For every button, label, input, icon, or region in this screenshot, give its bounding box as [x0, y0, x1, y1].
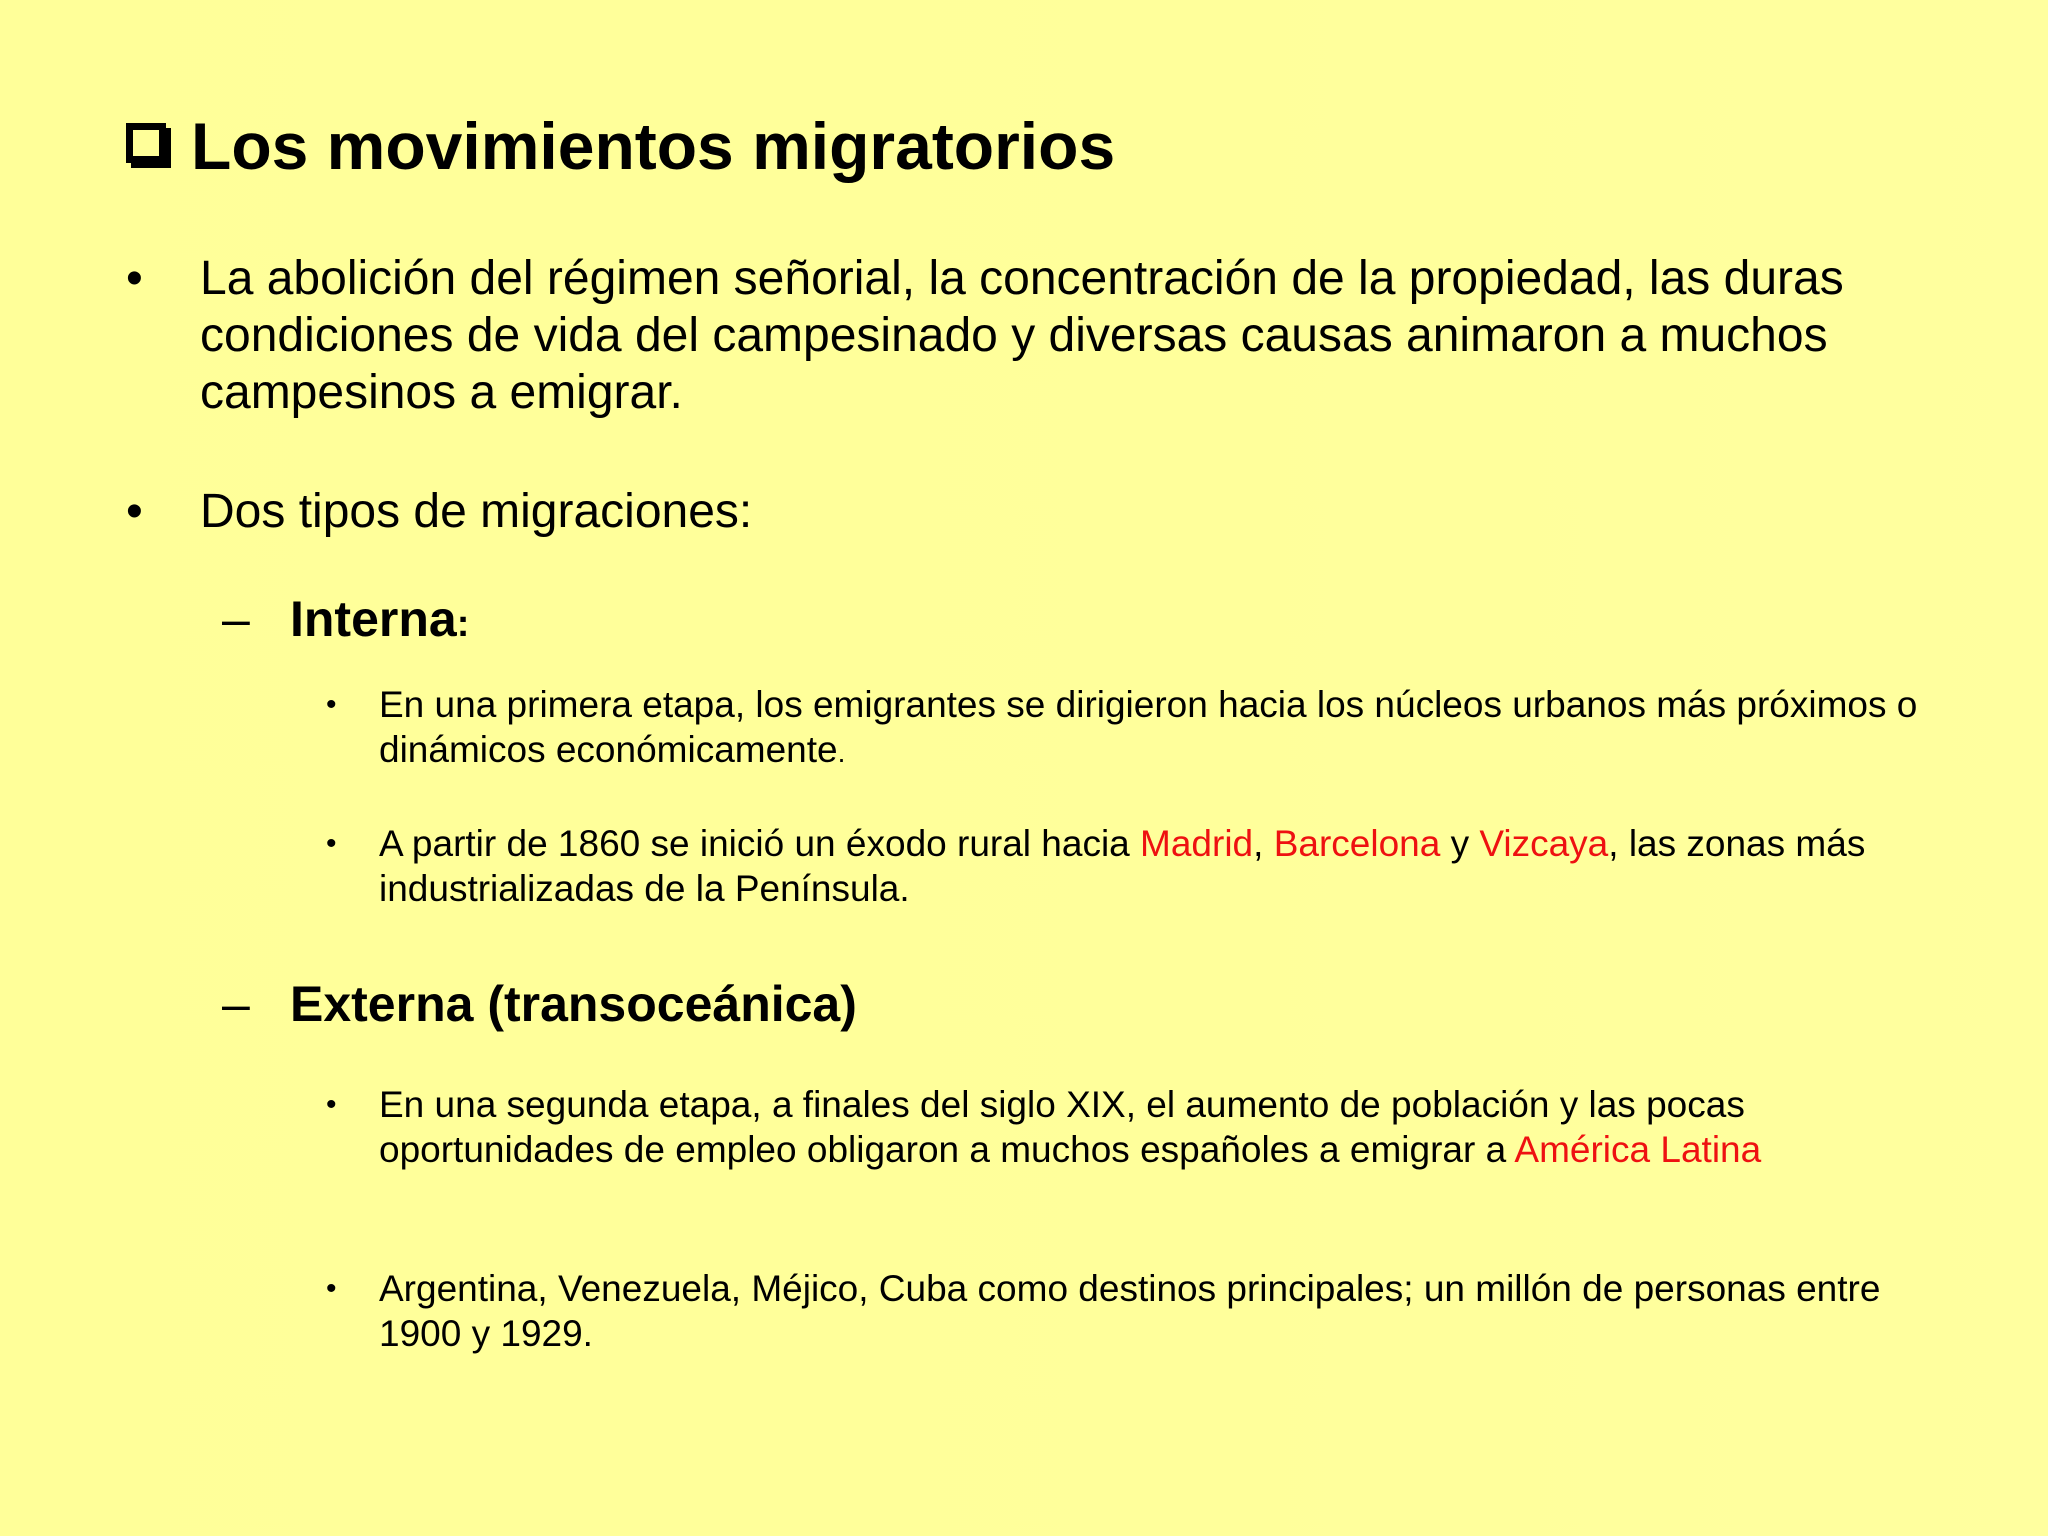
bullet-marker: •: [126, 485, 143, 538]
interna-item-rural-exodus-text: [379, 821, 1919, 911]
bullet-marker: •: [126, 252, 143, 305]
bullet-migration-types-text: Dos tipos de migraciones:: [200, 485, 753, 538]
place-vizcaya: Vizcaya: [1479, 823, 1609, 864]
slide-title: [126, 108, 1115, 184]
interna-item-first-stage-period: .: [837, 737, 846, 768]
place-madrid: Madrid: [1140, 823, 1254, 864]
bullet-marker: •: [326, 688, 337, 721]
slide-title-text: Los movimientos migratorios: [191, 109, 1116, 183]
separator: ,: [1253, 823, 1274, 864]
bullet-marker: •: [326, 1272, 337, 1305]
bullet-marker: •: [326, 1088, 337, 1121]
bullet-marker: •: [326, 827, 337, 860]
dash-marker: –: [222, 591, 250, 647]
place-barcelona: Barcelona: [1273, 823, 1441, 864]
interna-item-first-stage-body: En una primera etapa, los emigrantes se dirigieron hacia los núcleos urbanos más próximos o dinámicos económicamente: [379, 684, 1918, 770]
bullet-causes-text: La abolición del régimen señorial, la concentración de la propiedad, las duras condiciones de vida del campesinado y diversas causas animaron a muchos campesinos a emigrar.: [200, 252, 1844, 419]
checkbox-square-icon: [126, 123, 166, 163]
subheading-externa-text: Externa (transoceánica): [290, 976, 857, 1032]
second-stage-body: En una segunda etapa, a finales del siglo XIX, el aumento de población y las pocas oportunidades de empleo obligaron a muchos españoles a emigrar a: [379, 1084, 1745, 1170]
interna-item-first-stage-text: [379, 682, 1919, 775]
externa-item-second-stage-text: [379, 1082, 1919, 1172]
externa-item-destinations-text: Argentina, Venezuela, Méjico, Cuba como destinos principales; un millón de personas entre 1900 y 1929.: [379, 1268, 1881, 1354]
separator: y: [1440, 823, 1480, 864]
subheading-interna-colon: :: [456, 603, 470, 645]
subheading-interna-text: Interna: [290, 591, 457, 647]
rural-exodus-outro: , las zonas más industrializadas de la Península.: [379, 823, 1866, 909]
dash-marker: –: [222, 976, 250, 1032]
destination-america-latina: América Latina: [1514, 1129, 1762, 1170]
rural-exodus-intro: A partir de 1860 se inició un éxodo rural hacia: [379, 823, 1141, 864]
